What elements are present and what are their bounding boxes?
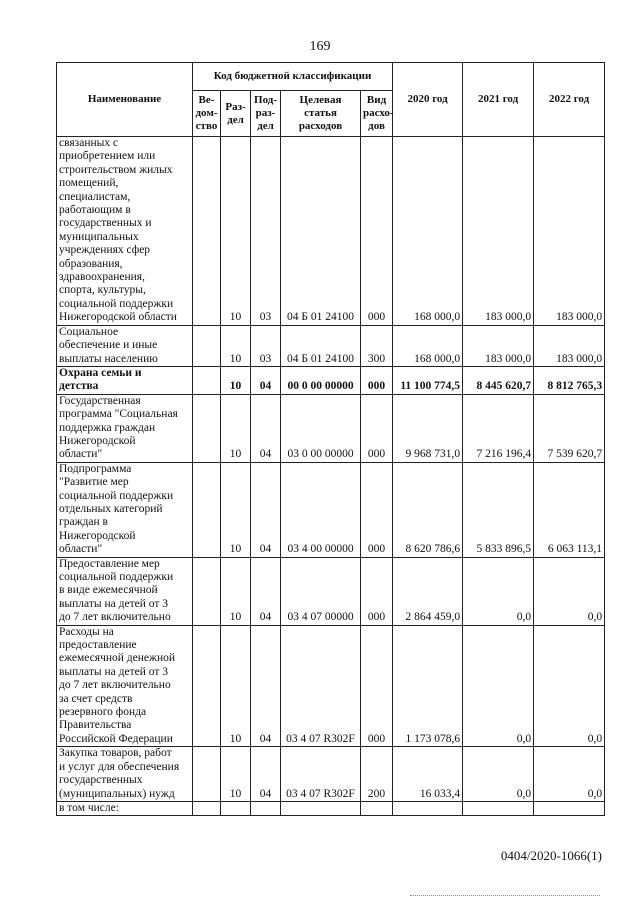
row-section: 10	[221, 366, 251, 394]
row-dept	[193, 557, 221, 625]
row-target: 03 0 00 00000	[281, 394, 361, 462]
row-section: 10	[221, 325, 251, 366]
row-expense-type: 000	[361, 366, 393, 394]
table-row	[57, 557, 605, 625]
row-subsection: 04	[251, 625, 281, 747]
row-name: Подпрограмма "Развитие мер социальной поддержки отдельных категорий граждан в Нижегородской области"	[57, 462, 193, 557]
row-subsection: 04	[251, 557, 281, 625]
row-target: 03 4 07 00000	[281, 557, 361, 625]
budget-table	[56, 62, 605, 816]
row-value-2021	[463, 801, 534, 815]
row-expense-type: 000	[361, 462, 393, 557]
row-value-2022: 7 539 620,7	[534, 394, 605, 462]
row-name: связанных с приобретением или строительством жилых помещений, специалистам, работающим в государственных и муниципальных учреждениях сфер образования, здравоохранения, спорта, культуры, социальной поддержки Нижегородской области	[57, 137, 193, 326]
row-value-2022: 0,0	[534, 625, 605, 747]
row-target: 03 4 07 R302F	[281, 747, 361, 802]
row-dept	[193, 394, 221, 462]
row-expense-type: 000	[361, 557, 393, 625]
row-value-2020: 8 620 786,6	[393, 462, 463, 557]
row-value-2022: 6 063 113,1	[534, 462, 605, 557]
row-dept	[193, 801, 221, 815]
row-section: 10	[221, 625, 251, 747]
row-value-2022	[534, 801, 605, 815]
row-name: Государственная программа "Социальная поддержка граждан Нижегородской области"	[57, 394, 193, 462]
row-dept	[193, 625, 221, 747]
row-subsection: 04	[251, 394, 281, 462]
header-dept: Ве- дом- ство	[193, 91, 221, 137]
row-dept	[193, 462, 221, 557]
row-target	[281, 801, 361, 815]
row-value-2021: 183 000,0	[463, 325, 534, 366]
row-section: 10	[221, 137, 251, 326]
header-subsection: Под- раз- дел	[251, 91, 281, 137]
row-expense-type: 200	[361, 747, 393, 802]
row-subsection: 03	[251, 325, 281, 366]
row-name: в том числе:	[57, 801, 193, 815]
row-value-2022: 0,0	[534, 557, 605, 625]
row-value-2022: 8 812 765,3	[534, 366, 605, 394]
row-subsection	[251, 801, 281, 815]
row-expense-type: 000	[361, 137, 393, 326]
row-subsection: 04	[251, 747, 281, 802]
table-row	[57, 462, 605, 557]
row-target: 04 Б 01 24100	[281, 137, 361, 326]
header-section: Раз- дел	[221, 91, 251, 137]
row-section: 10	[221, 394, 251, 462]
row-target: 04 Б 01 24100	[281, 325, 361, 366]
row-value-2021: 183 000,0	[463, 137, 534, 326]
header-2022: 2022 год	[534, 63, 605, 137]
page-number: 169	[309, 39, 331, 54]
row-value-2020: 168 000,0	[393, 325, 463, 366]
row-value-2020: 168 000,0	[393, 137, 463, 326]
row-section	[221, 801, 251, 815]
table-row	[57, 801, 605, 815]
row-subsection: 04	[251, 366, 281, 394]
row-name: Социальное обеспечение и иные выплаты населению	[57, 325, 193, 366]
table-row	[57, 137, 605, 326]
row-value-2020: 11 100 774,5	[393, 366, 463, 394]
header-target: Целевая статья расходов	[281, 91, 361, 137]
row-value-2021: 0,0	[463, 557, 534, 625]
row-value-2022: 183 000,0	[534, 325, 605, 366]
row-dept	[193, 366, 221, 394]
row-value-2020: 2 864 459,0	[393, 557, 463, 625]
row-name: Охрана семьи и детства	[57, 366, 193, 394]
row-expense-type: 000	[361, 394, 393, 462]
row-section: 10	[221, 557, 251, 625]
row-value-2020: 16 033,4	[393, 747, 463, 802]
row-name: Закупка товаров, работ и услуг для обеспечения государственных (муниципальных) нужд	[57, 747, 193, 802]
row-value-2022: 183 000,0	[534, 137, 605, 326]
row-value-2021: 8 445 620,7	[463, 366, 534, 394]
table-row	[57, 325, 605, 366]
row-target: 03 4 07 R302F	[281, 625, 361, 747]
row-section: 10	[221, 462, 251, 557]
header-name: Наименование	[57, 63, 193, 137]
row-name: Расходы на предоставление ежемесячной денежной выплаты на детей от 3 до 7 лет включительно за счет средств резервного фонда Правительства Российской Федерации	[57, 625, 193, 747]
row-expense-type: 000	[361, 625, 393, 747]
row-subsection: 03	[251, 137, 281, 326]
row-dept	[193, 137, 221, 326]
row-target: 03 4 00 00000	[281, 462, 361, 557]
row-expense-type	[361, 801, 393, 815]
row-value-2021: 5 833 896,5	[463, 462, 534, 557]
row-value-2020: 9 968 731,0	[393, 394, 463, 462]
table-body	[57, 137, 605, 816]
header-expense-type: Вид расхо- дов	[361, 91, 393, 137]
row-value-2020: 1 173 078,6	[393, 625, 463, 747]
row-value-2020	[393, 801, 463, 815]
row-name: Предоставление мер социальной поддержки в виде ежемесячной выплаты на детей от 3 до 7 лет включительно	[57, 557, 193, 625]
footer-divider	[410, 895, 600, 896]
row-value-2021: 7 216 196,4	[463, 394, 534, 462]
row-expense-type: 300	[361, 325, 393, 366]
header-2020: 2020 год	[393, 63, 463, 137]
row-value-2022: 0,0	[534, 747, 605, 802]
row-value-2021: 0,0	[463, 747, 534, 802]
table-row	[57, 625, 605, 747]
header-code-group: Код бюджетной классификации	[193, 63, 393, 91]
document-code: 0404/2020-1066(1)	[500, 848, 602, 863]
table-row	[57, 366, 605, 394]
header-2021: 2021 год	[463, 63, 534, 137]
table-row	[57, 394, 605, 462]
row-value-2021: 0,0	[463, 625, 534, 747]
row-section: 10	[221, 747, 251, 802]
row-dept	[193, 747, 221, 802]
table-row	[57, 747, 605, 802]
row-subsection: 04	[251, 462, 281, 557]
row-dept	[193, 325, 221, 366]
row-target: 00 0 00 00000	[281, 366, 361, 394]
